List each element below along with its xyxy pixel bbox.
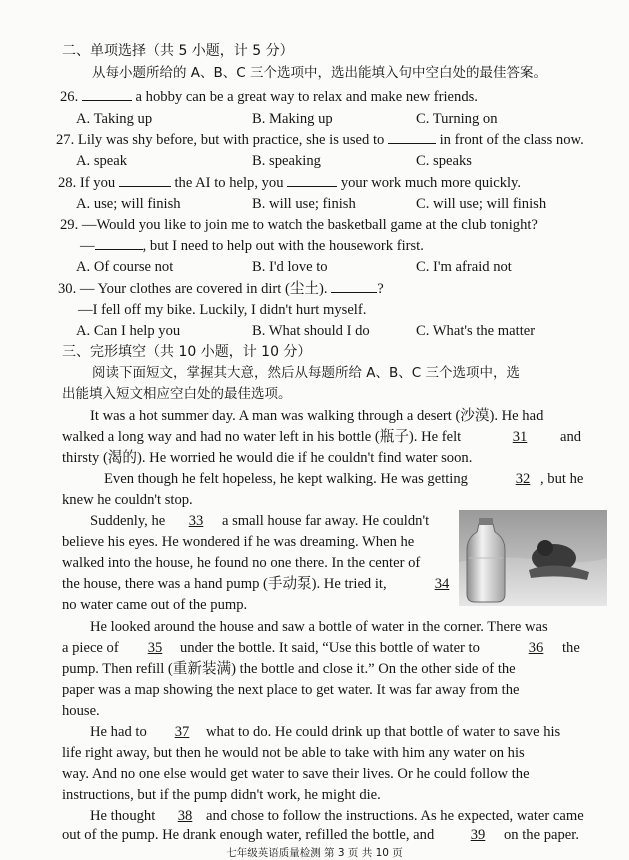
answer-blank: [95, 249, 143, 250]
answer-blank: [287, 186, 337, 187]
blank-33: 33: [188, 513, 204, 529]
option-a: A. use; will finish: [76, 196, 181, 212]
desert-bottle-image: [459, 510, 607, 606]
blank-32: 32: [515, 471, 531, 487]
option-c: C. I'm afraid not: [416, 259, 512, 275]
option-b: B. What should I do: [252, 323, 370, 339]
answer-blank: [388, 143, 436, 144]
answer-blank: [119, 186, 171, 187]
page-footer: 七年级英语质量检测 第 3 页 共 10 页: [226, 847, 403, 859]
option-c: C. What's the matter: [416, 323, 536, 339]
option-a: A. Taking up: [76, 111, 153, 127]
answer-blank: [331, 292, 377, 293]
blank-35: 35: [147, 640, 163, 656]
option-b: B. will use; finish: [252, 196, 356, 212]
blank-34: 34: [434, 576, 450, 592]
option-c: C. will use; will finish: [416, 196, 547, 212]
answer-blank: [82, 100, 132, 101]
blank-37: 37: [174, 724, 190, 740]
option-b: B. speaking: [252, 153, 321, 169]
option-a: A. Of course not: [76, 259, 174, 275]
option-c: C. speaks: [416, 153, 472, 169]
option-b: B. I'd love to: [252, 259, 328, 275]
blank-36: 36: [528, 640, 544, 656]
blank-39: 39: [470, 827, 486, 843]
option-a: A. speak: [76, 153, 128, 169]
option-c: C. Turning on: [416, 111, 498, 127]
blank-31: 31: [512, 429, 528, 445]
blank-38: 38: [177, 808, 193, 824]
option-b: B. Making up: [252, 111, 333, 127]
option-a: A. Can I help you: [76, 323, 181, 339]
